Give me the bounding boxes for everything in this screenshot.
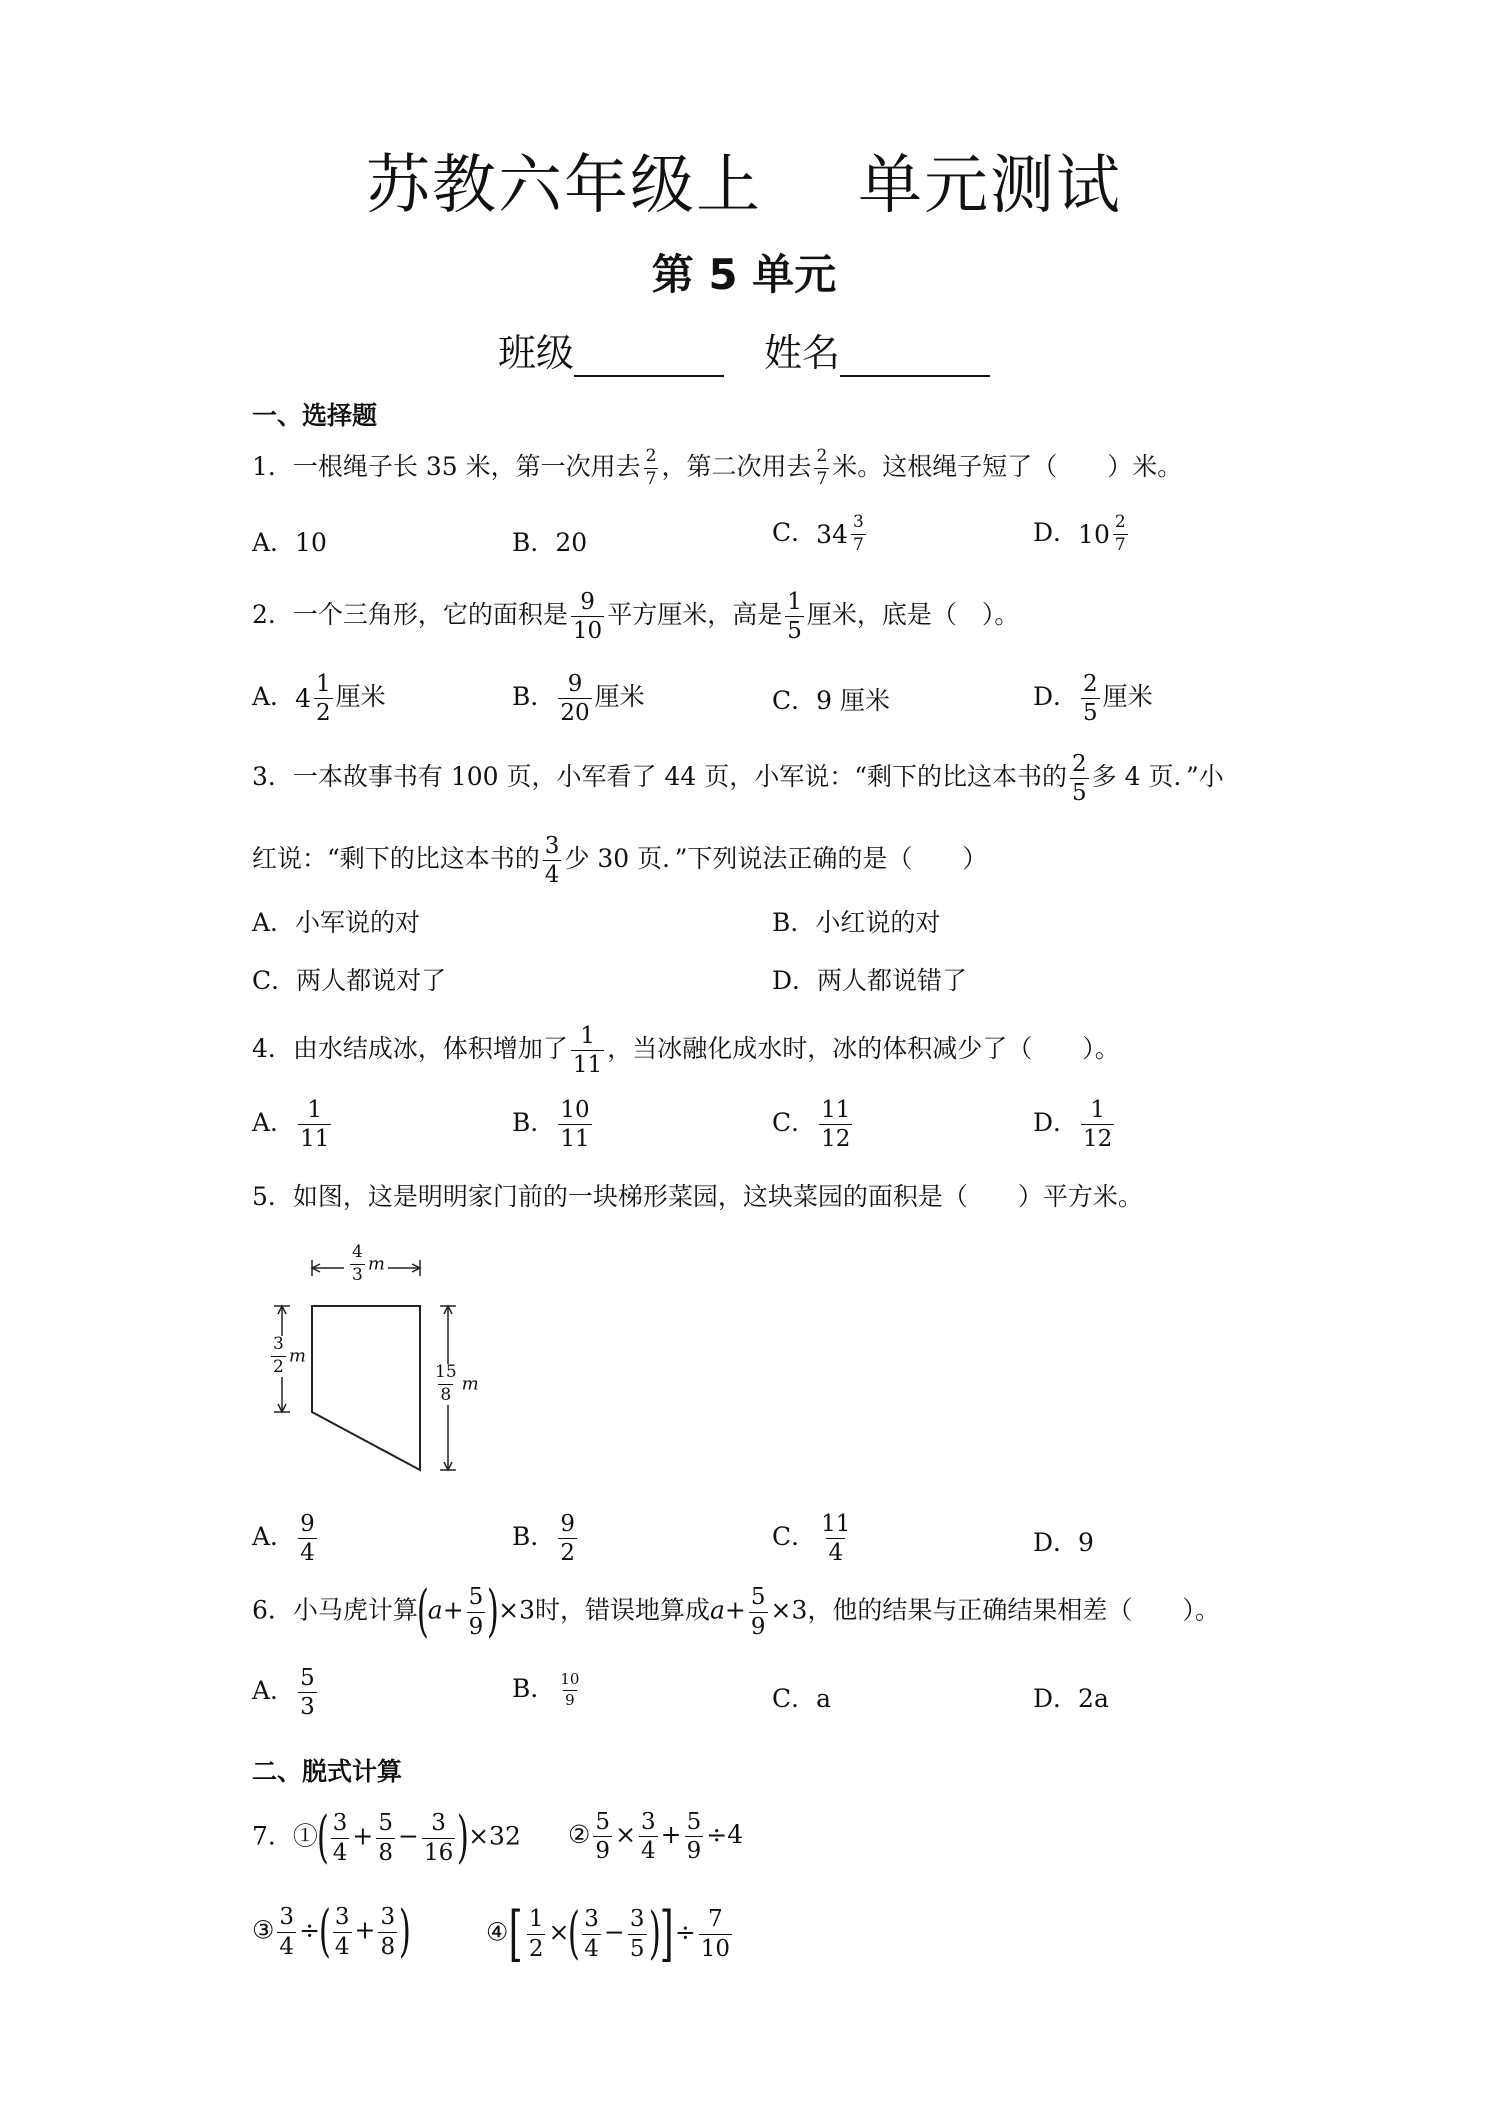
q6-option-b: B． $\frac{10}{9}$	[512, 1670, 580, 1709]
q1-fraction-2: $\frac{2}{7}$	[816, 446, 828, 489]
question-5: 5．如图，这是明明家门前的一块梯形菜园，这块菜园的面积是（ ）平方米。	[252, 1182, 1143, 1211]
q4-option-a: A． $\frac{1}{11}$	[252, 1097, 330, 1153]
question-3-line-1: 3．一本故事书有 100 页，小军看了 44 页，小军说：“剩下的比这本书的 $\frac{2}{5}$ 多 4 页．”小	[252, 751, 1224, 807]
q4-option-d: D． $\frac{1}{12}$	[1033, 1097, 1113, 1153]
question-3-line-2: 红说：“剩下的比这本书的 $\frac{3}{4}$ 少 30 页．”下列说法正确的是（ ）	[252, 833, 988, 889]
q1-option-a: A．10	[252, 528, 327, 557]
q2-option-d: D． $\frac{2}{5}$ 厘米	[1033, 671, 1153, 727]
q1-option-d: D． 10 $\frac{2}{7}$	[1033, 512, 1126, 555]
fig-top-label: $\frac{4}{3}$ m	[344, 1244, 388, 1285]
q2-option-b: B． $\frac{9}{20}$ 厘米	[512, 671, 645, 727]
class-blank	[574, 337, 724, 377]
q1-option-b: B．20	[512, 528, 588, 557]
q6-option-a: A． $\frac{5}{3}$	[252, 1665, 315, 1721]
q4-option-c: C． $\frac{11}{12}$	[772, 1097, 851, 1153]
q3-option-a: A．小军说的对	[252, 908, 421, 937]
q6-option-d: D．2a	[1033, 1684, 1109, 1713]
q1-text-1: 1．一根绳子长 35 米，第一次用去	[252, 451, 641, 481]
question-6: 6．小马虎计算(a+ $\frac{5}{9}$ )×3时，错误地算成a+ $\frac{5}{9}$ ×3，他的结果与正确结果相差（ ）。	[252, 1579, 1220, 1644]
q1-fraction-1: $\frac{2}{7}$	[645, 446, 657, 489]
q5-option-c: C． $\frac{11}{4}$	[772, 1511, 851, 1567]
page-title	[0, 134, 1488, 226]
q1-option-c: C． 34 $\frac{3}{7}$	[772, 512, 864, 555]
name-blank	[840, 337, 990, 377]
q1-text-3: 米。这根绳子短了（ ）米。	[832, 451, 1183, 481]
class-label: 班级	[497, 331, 574, 375]
section-heading-calculation: 二、脱式计算	[252, 1757, 403, 1786]
q3-fraction-1: $\frac{2}{5}$	[1072, 751, 1087, 807]
question-4: 4．由水结成冰，体积增加了 $\frac{1}{11}$ ，当冰融化成水时，冰的体积减少了（ ）。	[252, 1023, 1120, 1079]
name-label: 姓名	[764, 331, 841, 375]
q7-expression-4: ④[ $\frac{1}{2}$ ×( $\frac{3}{4}$ − $\frac{3}{5}$ )]÷ $\frac{7}{10}$	[486, 1899, 731, 1969]
q1-text-2: ，第二次用去	[661, 451, 812, 481]
q6-option-c: C．a	[772, 1684, 832, 1713]
fig-left-label: $\frac{3}{2}$ m	[268, 1336, 306, 1377]
question-2: 2．一个三角形，它的面积是 $\frac{9}{10}$ 平方厘米，高是 $\frac{1}{5}$ 厘米，底是（ ）。	[252, 589, 1020, 645]
q7-expression-2: ② $\frac{5}{9}$ × $\frac{3}{4}$ + $\frac{5}{9}$ ÷4	[568, 1809, 744, 1865]
q2-option-a: A． 4 $\frac{1}{2}$ 厘米	[252, 671, 386, 727]
q3-option-c: C．两人都说对了	[252, 966, 447, 995]
trapezoid-figure	[270, 1242, 500, 1476]
q4-option-b: B． $\frac{10}{11}$	[512, 1097, 590, 1153]
title-right: 单元测试	[858, 149, 1122, 223]
q3-fraction-2: $\frac{3}{4}$	[544, 833, 560, 889]
q7-expression-3: ③ $\frac{3}{4}$ ÷( $\frac{3}{4}$ + $\frac{3}{8}$ )	[252, 1899, 412, 1964]
q3-option-d: D．两人都说错了	[772, 966, 968, 995]
q5-option-a: A． $\frac{9}{4}$	[252, 1511, 315, 1567]
title-left: 苏教六年级上	[366, 149, 762, 223]
q2-fraction-2: $\frac{1}{5}$	[787, 589, 802, 645]
q6-fraction-1: $\frac{5}{9}$	[468, 1584, 484, 1640]
student-info	[0, 322, 1488, 377]
section-heading-choice: 一、选择题	[252, 401, 378, 430]
q3-option-b: B．小红说的对	[772, 908, 941, 937]
question-1	[252, 448, 1182, 489]
q6-fraction-2: $\frac{5}{9}$	[750, 1584, 766, 1640]
q4-fraction-1: $\frac{1}{11}$	[572, 1023, 603, 1079]
q5-option-d: D．9	[1033, 1528, 1094, 1557]
fig-right-label: $\frac{15}{8}$ m	[430, 1364, 479, 1405]
q2-fraction-1: $\frac{9}{10}$	[572, 589, 603, 645]
q5-option-b: B． $\frac{9}{2}$	[512, 1511, 576, 1567]
unit-title: 第 5 单元	[651, 250, 837, 299]
q2-option-c: C．9 厘米	[772, 686, 890, 715]
q7-expression-1: 7．①( $\frac{3}{4}$ + $\frac{5}{8}$ − $\frac{3}{16}$ )×32	[252, 1805, 521, 1870]
